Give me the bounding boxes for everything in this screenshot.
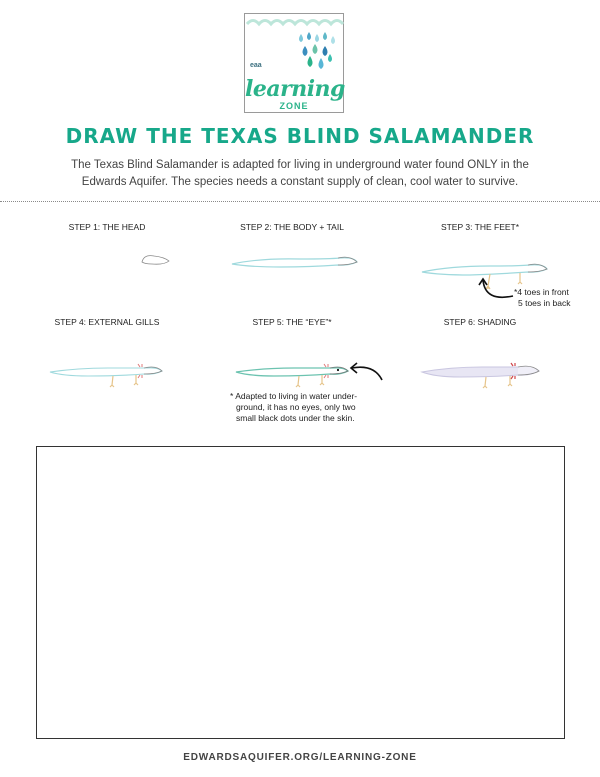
toes-note-line-2: 5 toes in back xyxy=(518,298,571,308)
eye-note xyxy=(230,391,400,424)
logo-zone-word: ZONE xyxy=(279,101,309,111)
page-title: DRAW THE TEXAS BLIND SALAMANDER xyxy=(65,124,535,148)
step-1-label: STEP 1: THE HEAD xyxy=(68,222,146,232)
footer-url[interactable]: EDWARDSAQUIFER.ORG/LEARNING-ZONE xyxy=(183,752,417,763)
step-4-label: STEP 4: EXTERNAL GILLS xyxy=(54,317,160,327)
eye-note-line-1: * Adapted to living in water under- xyxy=(230,391,358,401)
eye-note-line-2: ground, it has no eyes, only two xyxy=(236,402,356,412)
step-6-label: STEP 6: SHADING xyxy=(443,317,517,327)
step-2-body-drawing xyxy=(230,250,360,272)
toes-note xyxy=(514,287,570,309)
toes-note-line-1: *4 toes in front xyxy=(514,287,569,297)
dotted-divider xyxy=(0,201,600,202)
step-5-eye-drawing xyxy=(234,360,354,390)
step-5-label: STEP 5: THE “EYE”* xyxy=(252,317,332,327)
learning-zone-logo xyxy=(244,13,344,113)
eye-note-line-3: small black dots under the skin. xyxy=(236,413,355,423)
step-2-label: STEP 2: THE BODY + TAIL xyxy=(240,222,344,232)
drawing-area[interactable] xyxy=(36,446,565,739)
step-3-label: STEP 3: THE FEET* xyxy=(440,222,520,232)
toes-arrow-icon xyxy=(475,276,515,302)
logo-learning-word: learning xyxy=(245,76,345,102)
step-6-shading-drawing xyxy=(420,360,544,390)
step-4-gills-drawing xyxy=(48,360,166,390)
eaa-org-mark: eaa xyxy=(250,62,262,69)
eye-arrow-icon xyxy=(346,360,386,382)
step-1-head-drawing xyxy=(140,252,172,268)
intro-paragraph: The Texas Blind Salamander is adapted for living in underground water found ONLY in the Edwards Aquifer. The species needs a constant supply of clean, cool water to survive. xyxy=(71,159,529,188)
